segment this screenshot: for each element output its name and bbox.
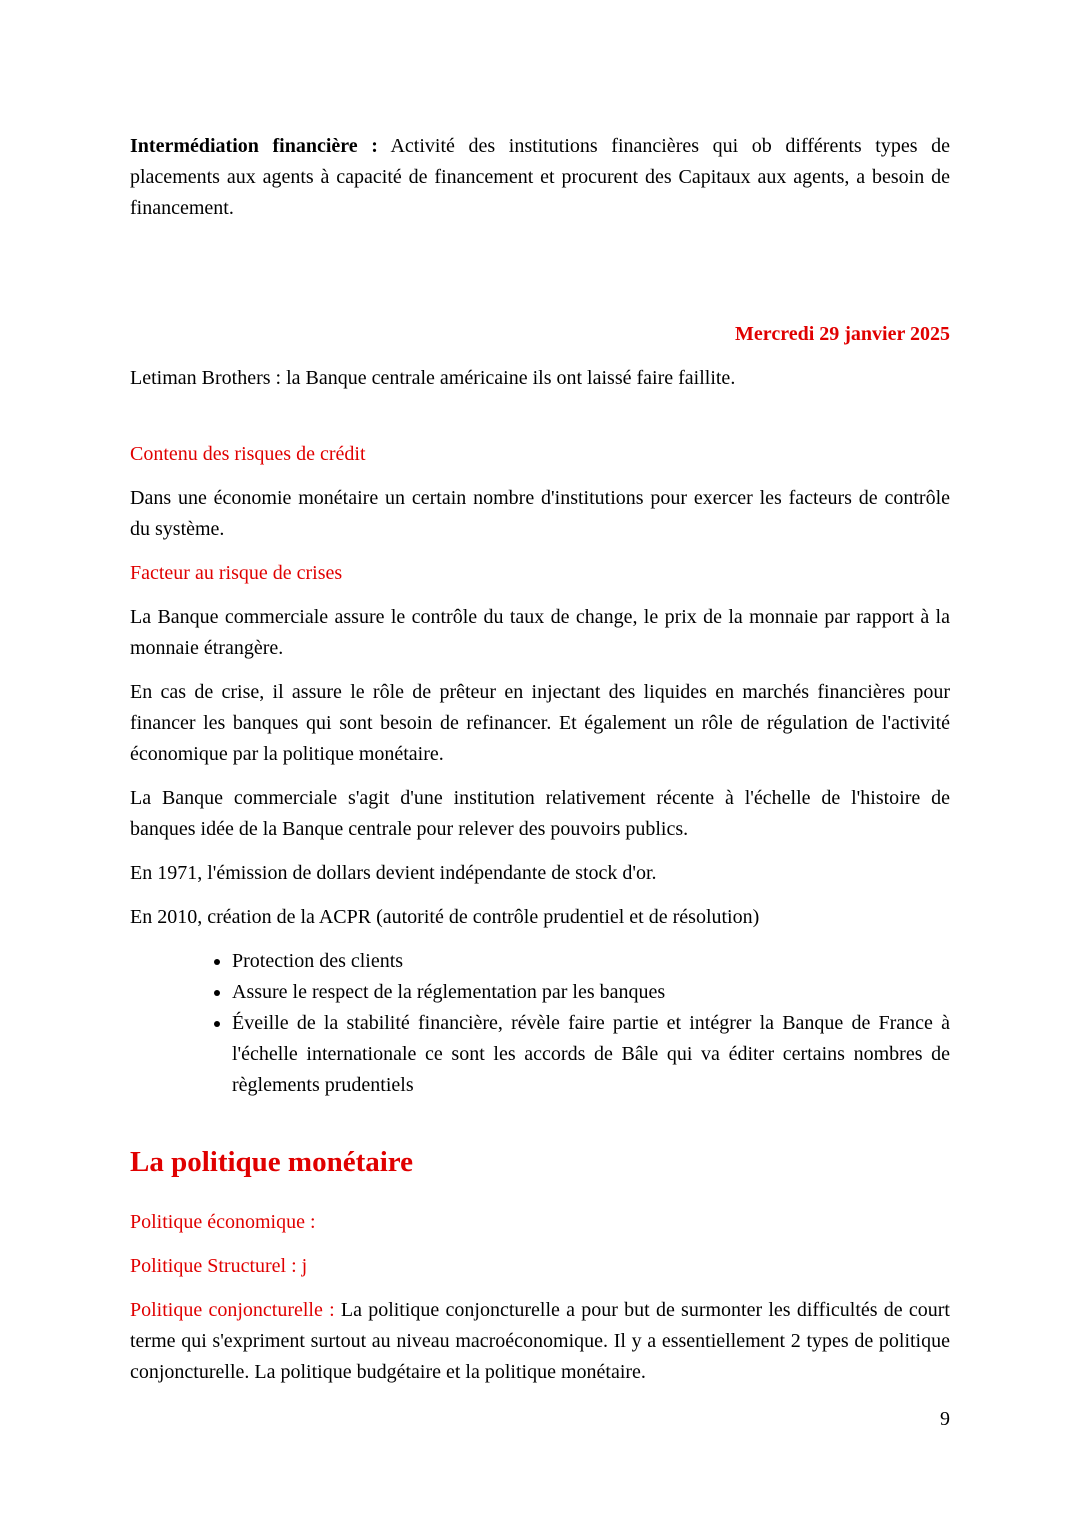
section-heading-credit-risks: Contenu des risques de crédit: [130, 443, 366, 465]
intro-lead: Intermédiation financière :: [130, 135, 378, 157]
politique-conjoncturelle-body: La politique conjoncturelle a pour but de surmonter les difficultés de court terme qui s'expriment surtout au niveau macroéconomique. Il y a essentiellement 2 types de politique conjoncturelle. La politique budgétaire et la politique monétaire.: [130, 1299, 950, 1383]
paragraph-1971: En 1971, l'émission de dollars devient indépendante de stock d'or.: [130, 862, 657, 884]
main-heading-politique-monetaire: La politique monétaire: [130, 1146, 414, 1178]
politique-structurel-line: Politique Structurel : j: [130, 1255, 308, 1277]
bullet-item: • Assure le respect de la réglementation par les banques: [232, 977, 950, 1008]
bullet-item: • Éveille de la stabilité financière, révèle faire partie et intégrer la Banque de France à l'échelle internationale ce sont les accords de Bâle qui va éditer certains nombres de règlements prudentiels: [232, 1008, 950, 1101]
politique-conjoncturelle-lead: Politique conjoncturelle :: [130, 1299, 335, 1321]
letiman-paragraph: Letiman Brothers : la Banque centrale américaine ils ont laissé faire faillite.: [130, 367, 736, 389]
politique-conjoncturelle-paragraph: [130, 1295, 950, 1388]
intro-paragraph: [130, 131, 950, 224]
intro-body: Activité des institutions financières qui ob différents types de placements aux agents à capacité de financement et procurent des Capitaux aux agents, a besoin de financement.: [130, 135, 951, 219]
paragraph-2010-acpr: En 2010, création de la ACPR (autorité de contrôle prudentiel et de résolution): [130, 906, 760, 928]
bullet-item: • Protection des clients: [232, 946, 950, 977]
page-number: 9: [940, 1408, 950, 1430]
crisis-paragraph-lender: En cas de crise, il assure le rôle de prêteur en injectant des liquides en marchés financières pour financer les banques qui sont besoin de refinancer. Et également un rôle de régulation de l'activité économique par la politique monétaire.: [130, 681, 950, 765]
crisis-paragraph-institution: La Banque commerciale s'agit d'une institution relativement récente à l'échelle de l'histoire de banques idée de la Banque centrale pour relever des pouvoirs publics.: [130, 787, 950, 840]
section-heading-crisis-factor: Facteur au risque de crises: [130, 562, 343, 584]
crisis-paragraph-exchange-rate: La Banque commerciale assure le contrôle du taux de change, le prix de la monnaie par rapport à la monnaie étrangère.: [130, 606, 950, 659]
acpr-bullet-list: [130, 946, 950, 1101]
date-heading: Mercredi 29 janvier 2025: [735, 323, 950, 345]
politique-economique-line: Politique économique :: [130, 1211, 316, 1233]
credit-risks-paragraph: Dans une économie monétaire un certain nombre d'institutions pour exercer les facteurs de contrôle du système.: [130, 487, 950, 540]
